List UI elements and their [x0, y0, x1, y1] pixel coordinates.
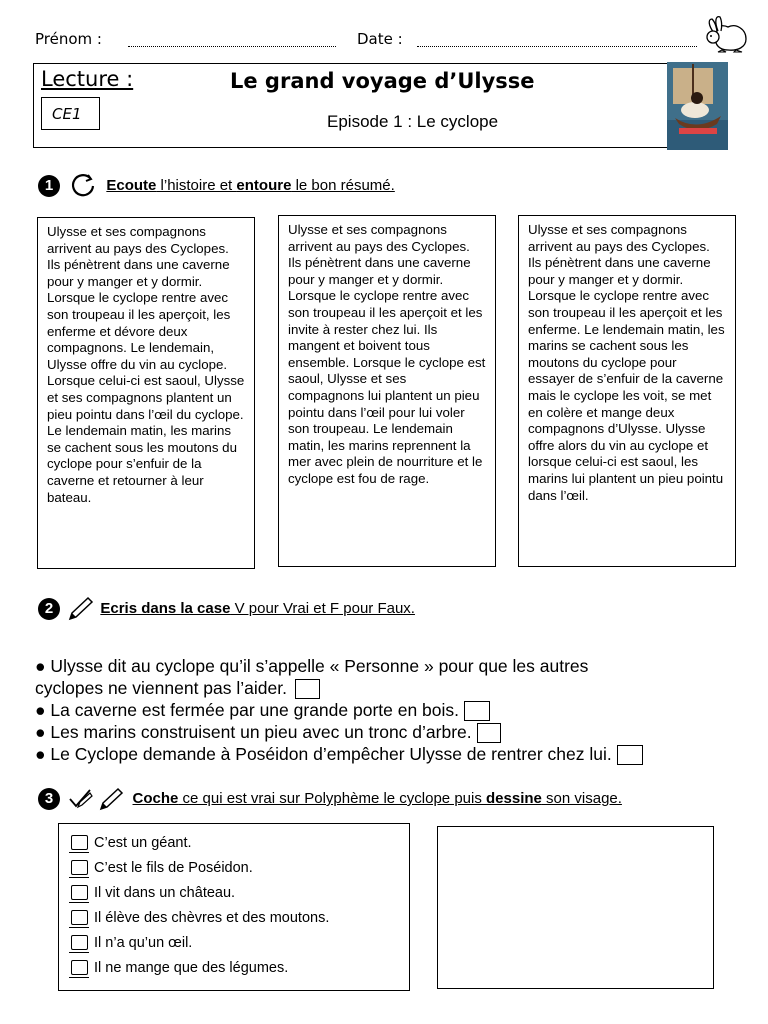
checkbox-icon[interactable] [71, 885, 88, 900]
exercise-number-1: 1 [38, 175, 60, 197]
statement-1-line1: ● Ulysse dit au cyclope qu’il s’appelle « Personne » pour que les autres [35, 656, 589, 676]
section-label: Lecture : [41, 67, 134, 91]
exercise1-instruction: 1 Ecoute l’histoire et entoure le bon résumé. [38, 173, 395, 199]
prenom-field[interactable] [128, 46, 336, 47]
checklist-box [58, 823, 410, 991]
exercise2-instruction: 2 Ecris dans la case V pour Vrai et F pour Faux. [38, 596, 415, 622]
summary-text-3: Ulysse et ses compagnons arrivent au pays des Cyclopes. Ils pénètrent dans une caverne pour y manger et y dormir. Lorsque le cyclope rentre avec son troupeau il les aperçoit et les enferme. Le lendemain matin, les marins se cachent sous les moutons du cyclope pour essayer de s’enfuir de la caverne mais le cyclope les voit, se met en colère et mange deux compagnons d’Ulysse. Ulysse offre alors du vin au cyclope et lorsque celui-ci est saoul, les marins lui plantent un pieu pointu dans l’œil. [528, 222, 725, 503]
statement-3: ● Les marins construisent un pieu avec un tronc d’arbre. [35, 721, 501, 743]
option-2[interactable]: C’est le fils de Poséidon. [71, 855, 409, 880]
option-1[interactable]: C’est un géant. [71, 830, 409, 855]
checkbox-icon[interactable] [71, 860, 88, 875]
check-pencil-icon [68, 787, 94, 811]
checkbox-icon[interactable] [71, 835, 88, 850]
date-field[interactable] [417, 46, 697, 47]
summary-text-1: Ulysse et ses compagnons arrivent au pays des Cyclopes. Ils pénètrent dans une caverne pour y manger et y dormir. Lorsque le cyclope rentre avec son troupeau il les aperçoit, les enferme et dévore deux compagnons. Le lendemain, Ulysse offre du vin au cyclope. Lorsque celui-ci est saoul, Ulysse et ses compagnons plantent un pieu pointu dans l’œil du cyclope. Le lendemain matin, les marins se cachent sous les moutons du cyclope pour s’enfuir de la caverne et retourner à leur bateau. [47, 224, 245, 505]
answer-box-3[interactable] [477, 723, 501, 743]
answer-box-1[interactable] [295, 679, 320, 699]
prenom-label: Prénom : [35, 30, 102, 48]
statement-1-line2: cyclopes ne viennent pas l’aider. [35, 677, 320, 699]
summary-text-2: Ulysse et ses compagnons arrivent au pays des Cyclopes. Ils pénètrent dans une caverne pour y manger et y dormir. Lorsque le cyclope rentre avec son troupeau il les aperçoit et les invite à rester chez lui. Ils mangent et boivent tous ensemble. Lorsque le cyclope est saoul, Ulysse et ses compagnons lui plantent un pieu pointu dans l’œil pour lui voler son troupeau. Le lendemain matin, les marins reprennent la mer avec plein de nourriture et le cyclope est fou de rage. [288, 222, 486, 486]
listen-icon [68, 173, 98, 199]
pencil-icon [66, 596, 94, 622]
exercise2-verb: Ecris dans la case [100, 599, 231, 617]
option-4[interactable]: Il élève des chèvres et des moutons. [71, 905, 409, 930]
statement-4: ● Le Cyclope demande à Poséidon d’empêcher Ulysse de rentrer chez lui. [35, 743, 643, 765]
summary-box-3[interactable] [518, 215, 736, 567]
date-label: Date : [357, 30, 403, 48]
page-title: Le grand voyage d’Ulysse [230, 69, 535, 93]
checkbox-icon[interactable] [71, 910, 88, 925]
exercise-number-3: 3 [38, 788, 60, 810]
option-5[interactable]: Il n’a qu’un œil. [71, 930, 409, 955]
exercise3-verb: Coche [132, 789, 179, 807]
checkbox-icon[interactable] [71, 935, 88, 950]
summary-box-2[interactable] [278, 215, 496, 567]
exercise3-instruction: 3 Coche ce qui est vrai sur Polyphème le cyclope puis dessine son visage. [38, 787, 622, 811]
statement-2: ● La caverne est fermée par une grande porte en bois. [35, 699, 490, 721]
checkbox-icon[interactable] [71, 960, 88, 975]
summary-box-1[interactable] [37, 217, 255, 569]
book-cover-image [667, 62, 728, 150]
rabbit-icon [702, 13, 750, 53]
drawing-area[interactable] [437, 826, 714, 989]
drawing-pencil-icon [98, 787, 124, 811]
episode-subtitle: Episode 1 : Le cyclope [327, 112, 499, 131]
exercise1-verb: Ecoute [106, 176, 157, 194]
level-label: CE1 [52, 105, 82, 123]
answer-box-4[interactable] [617, 745, 643, 765]
answer-box-2[interactable] [464, 701, 490, 721]
exercise-number-2: 2 [38, 598, 60, 620]
level-badge [41, 97, 100, 130]
option-6[interactable]: Il ne mange que des légumes. [71, 955, 409, 980]
option-3[interactable]: Il vit dans un château. [71, 880, 409, 905]
